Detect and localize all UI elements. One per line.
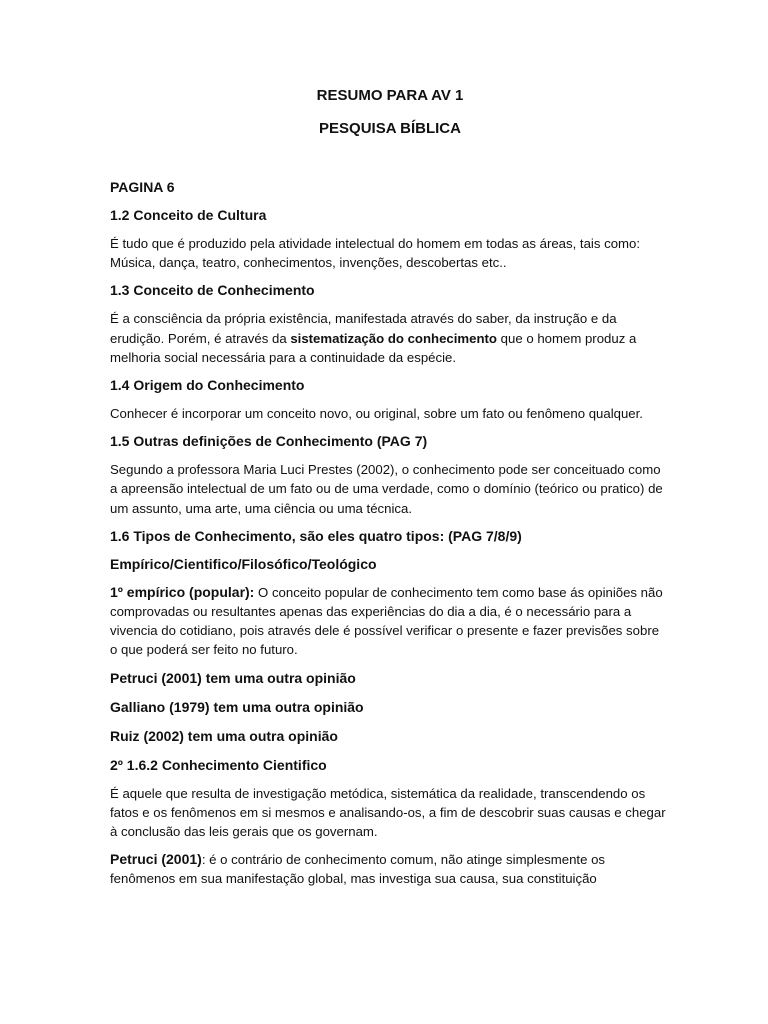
empirico-text: O conceito popular de conhecimento tem como base ás opiniões não comprovadas ou resultantes apenas das experiências do dia a dia, é o necessário para a vivencia do cotidiano, pois através dele é possível verificar o presente e fazer previsões sobre o que poderá ser feito no futuro. [110, 584, 663, 658]
petruci-label: Petruci (2001) [110, 851, 202, 868]
heading-1-6: 1.6 Tipos de Conhecimento, são eles quatro tipos: (PAG 7/8/9) [110, 527, 522, 544]
paragraph-empirico [110, 583, 670, 660]
paragraph-1-4: Conhecer é incorporar um conceito novo, ou original, sobre um fato ou fenômeno qualquer. [110, 406, 643, 422]
petruci-text: : é o contrário de conhecimento comum, não atinge simplesmente os fenômenos em sua manifestação global, mas investiga sua causa, sua constituição [110, 852, 605, 887]
paragraph-1-3-emphasis: sistematização do conhecimento [290, 330, 497, 346]
opinion-ruiz: Ruiz (2002) tem uma outra opinião [110, 727, 338, 744]
paragraph-petruci [110, 850, 670, 888]
opinion-petruci: Petruci (2001) tem uma outra opinião [110, 669, 356, 686]
page-label: PAGINA 6 [110, 179, 175, 195]
paragraph-1-3 [110, 309, 670, 367]
paragraph-1-6-2: É aquele que resulta de investigação metódica, sistemática da realidade, transcendendo os fatos e os fenômenos em si mesmos e analisando-os, a fim de descobrir suas causas e chegar à conclusão das leis gerais que os governam. [110, 785, 666, 840]
heading-1-4: 1.4 Origem do Conhecimento [110, 377, 305, 394]
heading-1-2: 1.2 Conceito de Cultura [110, 207, 267, 223]
paragraph-1-3-part-b: que o homem produz a melhoria social necessária para a continuidade da espécie. [110, 330, 637, 365]
doc-subtitle: PESQUISA BÍBLICA [319, 120, 461, 137]
doc-title: RESUMO PARA AV 1 [316, 87, 464, 104]
paragraph-1-2: É tudo que é produzido pela atividade intelectual do homem em todas as áreas, tais como: Música, dança, teatro, conhecimentos, invenções, descobertas etc.. [110, 236, 641, 271]
document-body [110, 86, 670, 889]
opinion-galliano: Galliano (1979) tem uma outra opinião [110, 698, 364, 715]
heading-1-6-2: 2º 1.6.2 Conhecimento Cientifico [110, 756, 327, 773]
empirico-label: 1º empírico (popular): [110, 583, 255, 600]
heading-1-5: 1.5 Outras definições de Conhecimento (PAG 7) [110, 433, 428, 450]
paragraph-1-5: Segundo a professora Maria Luci Prestes (2002), o conhecimento pode ser conceituado como a apreensão intelectual de um fato ou de uma verdade, como o domínio (teórico ou pratico) de um assunto, uma arte, uma ciência ou uma técnica. [110, 462, 663, 516]
paragraph-1-3-part-a: É a consciência da própria existência, manifestada através do saber, da instrução e da erudição. Porém, é através da [110, 311, 617, 346]
heading-knowledge-types: Empírico/Cientifico/Filosófico/Teológico [110, 555, 377, 572]
heading-1-3: 1.3 Conceito de Conhecimento [110, 282, 315, 299]
